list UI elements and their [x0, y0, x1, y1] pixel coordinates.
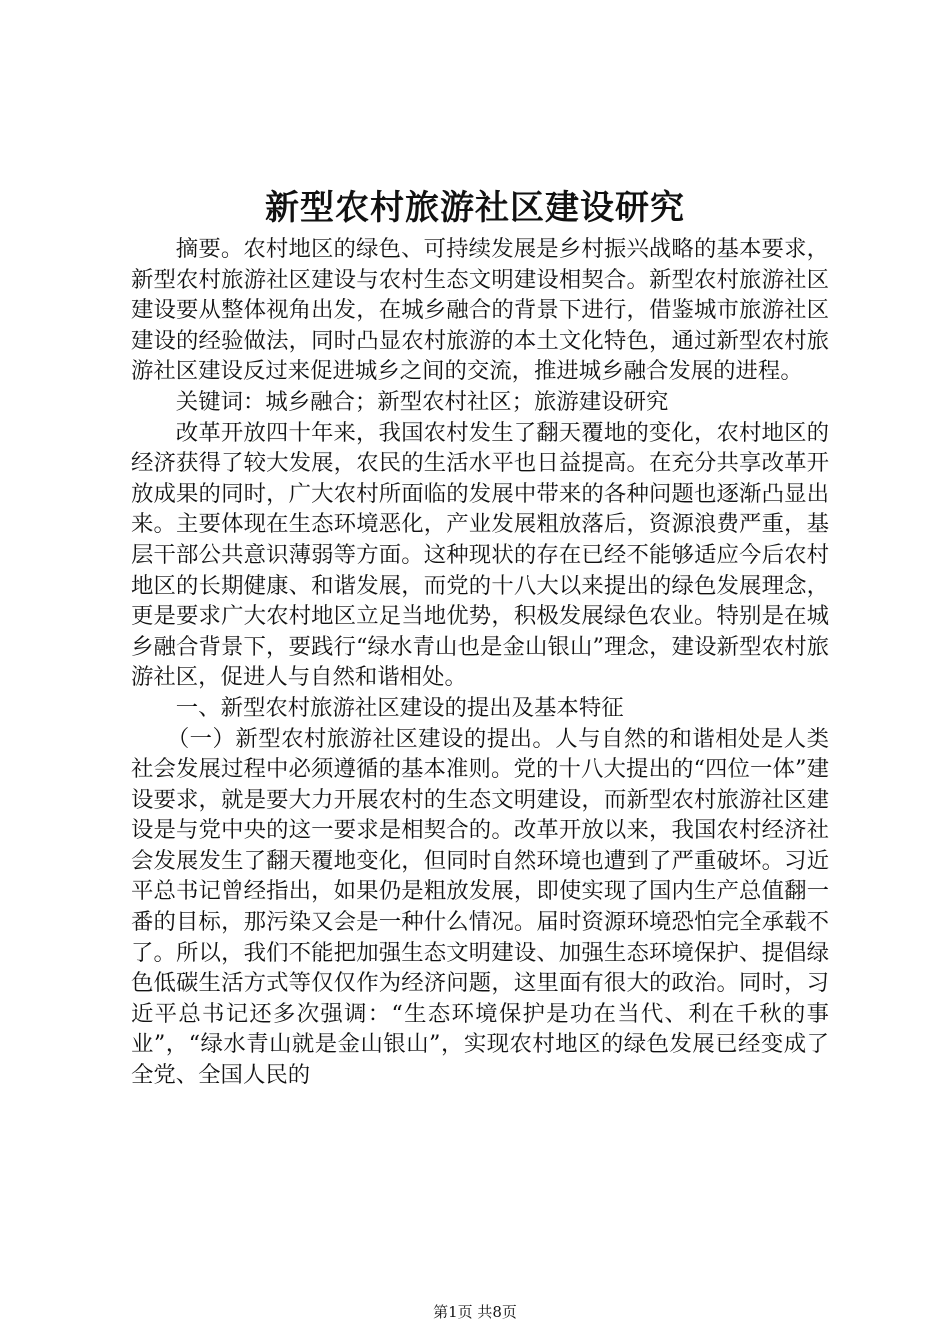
document-title: 新型农村旅游社区建设研究	[265, 188, 685, 228]
document-body	[131, 234, 829, 1091]
intro-paragraph: 改革开放四十年来，我国农村发生了翻天覆地的变化，农村地区的经济获得了较大发展，农民的生活水平也日益提高。在充分共享改革开放成果的同时，广大农村所面临的发展中带来的各种问题也逐渐凸显出来。主要体现在生态环境恶化，产业发展粗放落后，资源浪费严重，基层干部公共意识薄弱等方面。这种现状的存在已经不能够适应今后农村地区的长期健康、和谐发展，而党的十八大以来提出的绿色发展理念，更是要求广大农村地区立足当地优势，积极发展绿色农业。特别是在城乡融合背景下，要践行“绿水青山也是金山银山”理念，建设新型农村旅游社区，促进人与自然和谐相处。	[131, 419, 829, 691]
subsection-paragraph: （一）新型农村旅游社区建设的提出。人与自然的和谐相处是人类社会发展过程中必须遵循的基本准则。党的十八大提出的“四位一体”建设要求，就是要大力开展农村的生态文明建设，而新型农村旅游社区建设是与党中央的这一要求是相契合的。改革开放以来，我国农村经济社会发展发生了翻天覆地变化，但同时自然环境也遭到了严重破坏。习近平总书记曾经指出，如果仍是粗放发展，即使实现了国内生产总值翻一番的目标，那污染又会是一种什么情况。届时资源环境恐怕完全承载不了。所以，我们不能把加强生态文明建设、加强生态环境保护、提倡绿色低碳生活方式等仅仅作为经济问题，这里面有很大的政治。同时，习近平总书记还多次强调：“生态环境保护是功在当代、利在千秋的事业”，“绿水青山就是金山银山”，实现农村地区的绿色发展已经变成了全党、全国人民的	[131, 725, 829, 1089]
abstract-paragraph: 摘要。农村地区的绿色、可持续发展是乡村振兴战略的基本要求，新型农村旅游社区建设与农村生态文明建设相契合。新型农村旅游社区建设要从整体视角出发，在城乡融合的背景下进行，借鉴城市旅游社区建设的经验做法，同时凸显农村旅游的本土文化特色，通过新型农村旅游社区建设反过来促进城乡之间的交流，推进城乡融合发展的进程。	[131, 236, 829, 385]
page-footer: 第1页 共8页	[433, 1303, 517, 1321]
keywords-paragraph: 关键词：城乡融合；新型农村社区；旅游建设研究	[175, 388, 669, 415]
section-heading: 一、新型农村旅游社区建设的提出及基本特征	[175, 694, 624, 721]
